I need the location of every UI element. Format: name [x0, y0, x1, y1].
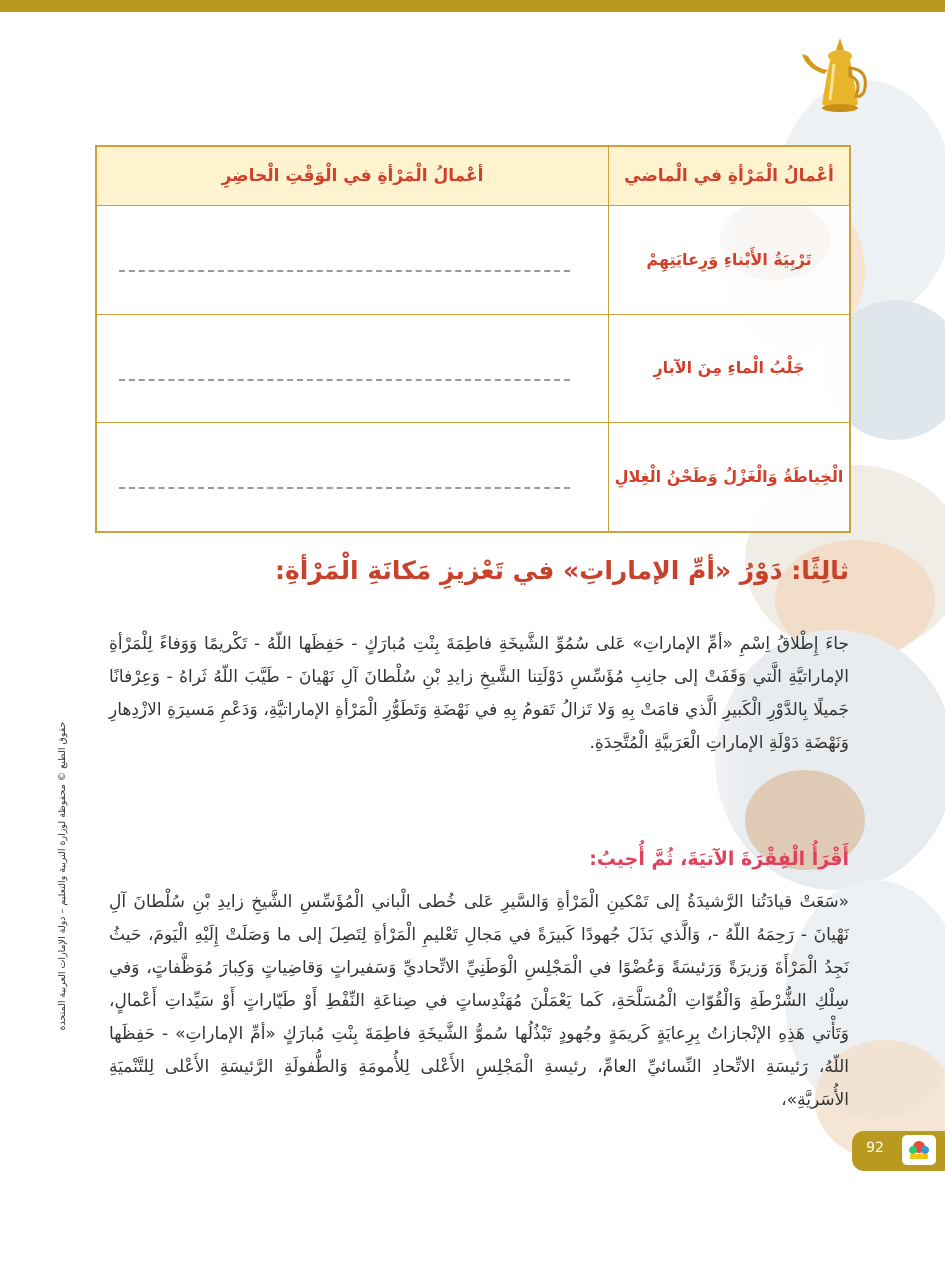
past-item-1: تَرْبِيَةُ الأَبْناءِ وَرِعايَتِهِمْ [609, 206, 850, 315]
page-number: 92 [866, 1140, 884, 1156]
present-answer-1[interactable] [97, 206, 609, 315]
answer-line [119, 487, 570, 489]
book-logo-icon [902, 1135, 936, 1165]
header-past: أعْمالُ الْمَرْأةِ في الْماضي [609, 147, 850, 206]
dallah-coffee-pot-icon [800, 34, 880, 124]
women-work-comparison-table [95, 145, 851, 533]
present-answer-3[interactable] [97, 423, 609, 532]
reading-paragraph: «سَعَتْ قيادَتُنا الرَّشيدَةُ إلى تَمْكينِ الْمَرْأةِ وَالسَّيرِ عَلى خُطى الْباني الْمُؤَسِّسِ الشَّيخِ زايدِ بْنِ سُلْطانَ آلِ نَهْيانَ - رَحِمَهُ اللّهُ -، وَالَّذي بَذَلَ جُهودًا كَبيرَةً في مَجالِ تَعْليمِ الْمَرْأةِ لِتَصِلَ إلى ما وَصَلَتْ إِلَيْهِ الْيَومَ، حَيثُ نَجِدُ الْمَرْأَةَ وَزيرَةً وَرَئيسَةً وَعُضْوًا في الْمَجْلِسِ الْوَطَنِيِّ الاتِّحاديِّ وَسَفيراتٍ وَقاضِياتٍ وَكِبارَ مُوَظَّفاتٍ، وَفي سِلْكِ الشُّرْطَةِ وَالْقُوّاتِ الْمُسَلَّحَةِ، كَما يَعْمَلْنَ مُهَنْدِساتٍ في صِناعَةِ النِّفْطِ أَوْ طَيّاراتٍ أَوْ سَيِّداتِ أَعْمالٍ، وَتَأْتي هَذِهِ الإنْجازاتُ بِرِعايَةٍ كَريمَةٍ وجُهودٍ تَبْذُلُها سُموُّ الشَّيخَةِ فاطِمَةَ بِنْتِ مُبارَكٍ «أمِّ الإماراتِ» - حَفِظَها اللّهُ، رَئيسَةِ الاتِّحادِ النِّسائيِّ العامِّ، رئيسةِ الْمَجْلِسِ الأَعْلى لِلأُمومَةِ وَالطُّفولَةِ الرَّئيسَةِ الأَعْلى لِلتَّنْميَةِ الأُسَريَّةِ»، [109, 892, 849, 1110]
header-present: أعْمالُ الْمَرْأةِ في الْوَقْتِ الْحاضِرِ [97, 147, 609, 206]
answer-line [119, 379, 570, 381]
section-title: ثالِثًا: دَوْرُ «أمِّ الإماراتِ» في تَعْزيزِ مَكانَةِ الْمَرْأةِ: [275, 556, 849, 585]
past-item-3: الْخِياطَةُ وَالْغَزْلُ وَطَحْنُ الْغِلالِ [609, 423, 850, 532]
present-answer-2[interactable] [97, 314, 609, 423]
section-paragraph: جاءَ إِطْلاقُ اِسْمِ «أمِّ الإماراتِ» عَلى سُمُوِّ الشَّيخَةِ فاطِمَةَ بِنْتِ مُبارَكٍ - حَفِظَها اللّهُ - تَكْريمًا وَوَفاءً لِلْمَرْأةِ الإماراتيَّةِ الَّتي وَقَفَتْ إلى جانِبِ مُؤَسِّسِ دَوْلَتِنا الشَّيخِ زايدِ بْنِ سُلْطانَ آلِ نَهْيانَ - طَيَّبَ اللّهُ ثَراهُ - وَعِرْفانًا جَميلًا بِالدَّوْرِ الْكَبيرِ الَّذي قامَتْ بِهِ وَلا تَزالُ تَقومُ بِهِ في نَهْضَةِ وَتَطَوُّرِ الْمَرْأةِ الإماراتيَّةِ، وَدَعْمِ مَسيرَةِ الازْدِهارِ وَنَهْضَةِ دَوْلَةِ الإماراتِ الْعَرَبيَّةِ الْمُتَّحِدَةِ. [109, 634, 849, 753]
reading-instruction: أَقْرَأُ الْفِقْرَةَ الآتيَةَ، ثُمَّ أُجيبُ: [589, 848, 849, 870]
copyright-notice: حقوق الطبع © محفوظة لوزارة التربية والتعليم – دولة الإمارات العربية المتحدة [57, 721, 68, 1031]
top-accent-bar [0, 0, 945, 12]
past-item-2: جَلْبُ الْماءِ مِنَ الآبارِ [609, 314, 850, 423]
answer-line [119, 270, 570, 272]
